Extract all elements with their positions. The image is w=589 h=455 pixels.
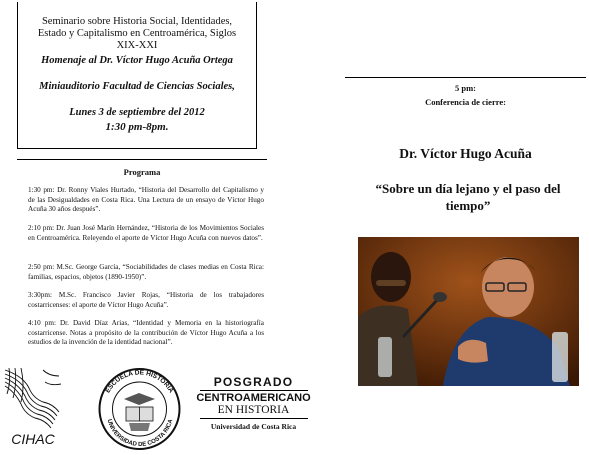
- program-item: 2:50 pm: M.Sc. George García, “Sociabilidades de clases medias en Costa Rica: familias, espacios, objetos (1890-1950)”.: [28, 263, 264, 281]
- escuela-historia-seal: [93, 365, 186, 450]
- event-title-line-1: Seminario sobre Historia Social, Identidades,: [41, 16, 233, 27]
- closing-divider: [345, 77, 586, 78]
- posgrado-line-4: Universidad de Costa Rica: [210, 422, 297, 431]
- seal-bottom-text: UNIVERSIDAD DE COSTA RICA: [105, 418, 175, 449]
- program-item: 4:10 pm: Dr. David Díaz Arias, “Identidad y Memoria en la historiografía costarricense. Notas a propósito de la contribución de Víctor Hugo Acuña a los estudios de la invención de la identidad nacional”.: [28, 319, 264, 346]
- event-title-line-3: XIX-XXI: [116, 40, 158, 51]
- speaker-photo: [358, 237, 579, 386]
- cihac-logo: [3, 366, 63, 448]
- homage-line: Homenaje al Dr. Víctor Hugo Acuña Ortega: [41, 55, 233, 66]
- posgrado-logo: [196, 375, 311, 445]
- program-item: 1:30 pm: Dr. Ronny Viales Hurtado, “Historia del Desarrollo del Capitalismo y de las Desigualdades en Costa Rica. Una Lectura de un ensayo de Víctor Hugo Acuña 30 años después”.: [28, 186, 264, 213]
- posgrado-line-3: EN HISTORIA: [217, 404, 290, 416]
- closing-label: Conferencia de cierre:: [425, 97, 506, 107]
- closing-time: 5 pm:: [454, 83, 476, 93]
- posgrado-rule: [200, 418, 308, 419]
- speaker-name: Dr. Víctor Hugo Acuña: [399, 146, 532, 161]
- posgrado-line-2: CENTROAMERICANO: [196, 392, 311, 404]
- talk-title: “Sobre un día lejano y el paso del tiempo”: [375, 181, 561, 213]
- seal-top-text: ESCUELA DE HISTORIA: [104, 369, 175, 395]
- event-title-line-2: Estado y Capitalismo en Centroamérica, Siglos: [37, 28, 237, 39]
- program-item: 2:10 pm: Dr. Juan José Marín Hernández, “Historia de los Movimientos Sociales en Centroamérica. Releyendo el aporte de Víctor Hugo Acuña con nuevos datos”.: [28, 224, 264, 242]
- posgrado-line-1: POSGRADO: [213, 375, 294, 389]
- posgrado-rule: [200, 390, 308, 391]
- program-divider: [17, 159, 267, 160]
- program-title: Programa: [123, 167, 161, 177]
- event-title-box: [17, 2, 257, 149]
- venue-line-1: Miniauditorio Facultad de Ciencias Sociales,: [39, 81, 235, 92]
- cihac-logo-text: CIHAC: [11, 431, 55, 447]
- venue-line-2: Lunes 3 de septiembre del 2012: [69, 107, 205, 118]
- event-time: 1:30 pm-8pm.: [105, 121, 169, 133]
- program-item: 3:30pm: M.Sc. Francisco Javier Rojas, “Historia de los trabajadores costarricenses: el aporte de Víctor Hugo Acuña”.: [28, 291, 264, 309]
